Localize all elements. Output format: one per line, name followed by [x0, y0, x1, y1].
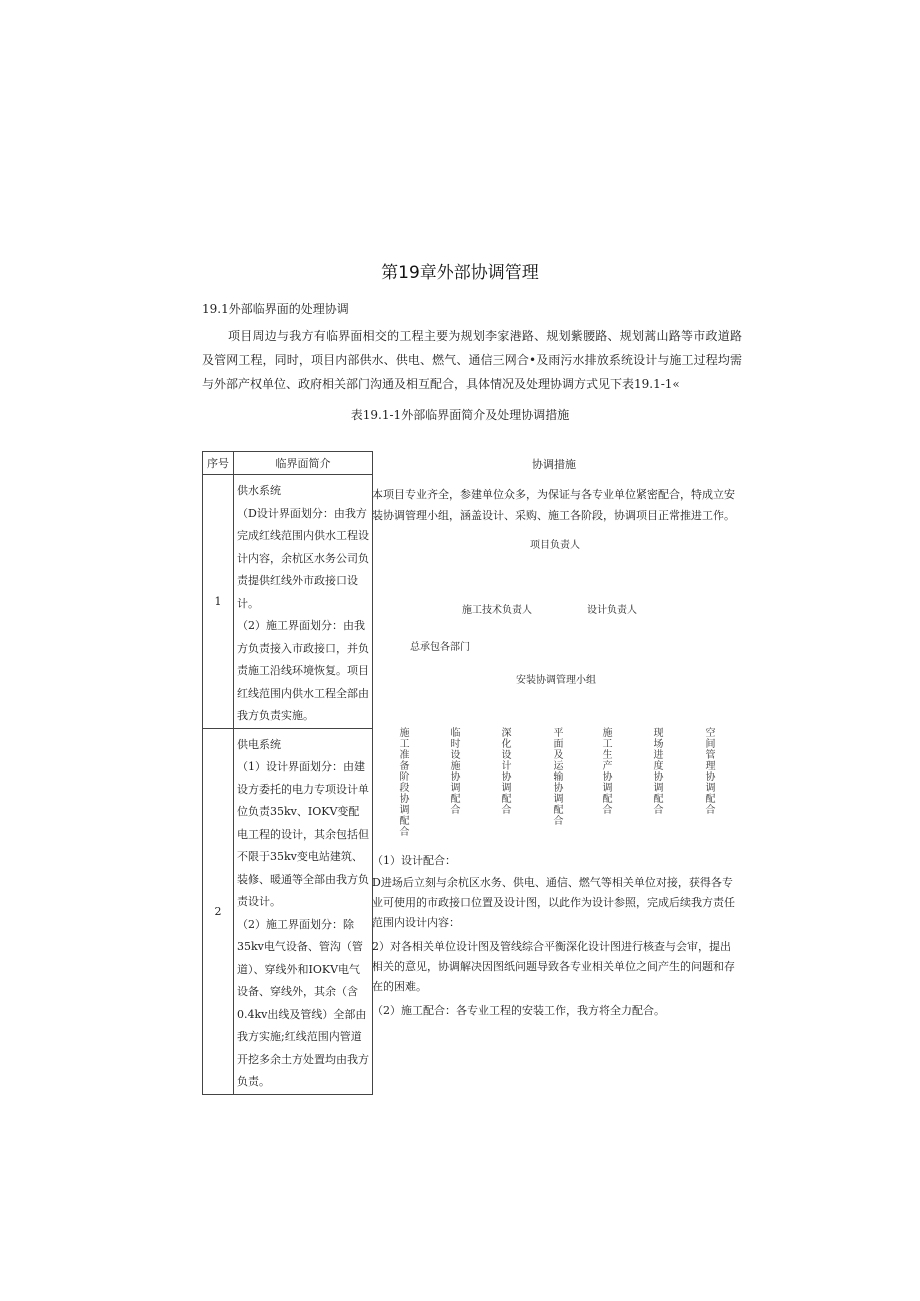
row-description [234, 475, 373, 729]
section-heading: 19.1外部临界面的处理协调 [202, 302, 349, 316]
header-seq: 序号 [203, 452, 234, 475]
row-number: 1 [203, 475, 234, 729]
interface-table [202, 451, 373, 1095]
org-design: 设计负责人 [587, 605, 637, 616]
table-row [203, 728, 373, 1094]
row-number: 2 [203, 728, 234, 1094]
org-group: 安装协调管理小组 [516, 675, 596, 686]
org-team: 空间管理协调配合 [703, 727, 714, 815]
construction-coop: （2）施工配合：各专业工程的安装工作，我方将全力配合。 [372, 1004, 665, 1017]
org-top: 项目负责人 [530, 540, 580, 551]
row-construction-scope: （2）施工界面划分：由我方负责接入市政接口，并负责施工沿线环境恢复。项目红线范围内供水工程全部由我方负责实施。 [237, 619, 369, 722]
table-header-row [203, 452, 373, 475]
row-design-scope: （1）设计界面划分：由建设方委托的电力专项设计单位负责35kv、IOKV变配电工程的设计，其余包括但不限于35kv变电站建筑、装修、暖通等全部由我方负责设计。 [237, 760, 369, 908]
row-construction-scope: （2）施工界面划分：除35kv电气设备、管沟（管道）、穿线外和IOKV电气设备、穿线外，其余（含0.4kv出线及管线）全部由我方实施;红线范围内管道开挖多余土方处置均由我方负责。 [237, 917, 369, 1088]
org-team: 现场进度协调配合 [651, 727, 662, 815]
row-design-scope: （D设计界面划分：由我方完成红线范围内供水工程设计内容，余杭区水务公司负责提供红线外市政接口设计。 [237, 506, 369, 610]
header-intro: 临界面简介 [234, 452, 373, 475]
row-description [234, 728, 373, 1094]
table-row [203, 475, 373, 729]
org-tech: 施工技术负责人 [462, 605, 532, 616]
design-coop-item-2: 2）对各相关单位设计图及管线综合平衡深化设计图进行核查与会审，提出相关的意见，协调解决因图纸问题导致各专业相关单位之间产生的问题和存在的困难。 [372, 940, 735, 993]
measures-intro: 本项目专业齐全，参建单位众多，为保证与各专业单位紧密配合，特成立安装协调管理小组，涵盖设计、采购、施工各阶段，协调项目正常推进工作。 [372, 488, 735, 522]
table-caption: 表19.1-1外部临界面简介及处理协调措施 [350, 408, 570, 422]
design-coop-title: （1）设计配合： [372, 854, 456, 867]
intro-paragraph: 项目周边与我方有临界面相交的工程主要为规划李家港路、规划紫腰路、规划蒿山路等市政道路及管网工程，同时，项目内部供水、供电、燃气、通信三网合•及雨污水排放系统设计与施工过程均需与外部产权单位、政府相关部门沟通及相互配合，具体情况及处理协调方式见下表19.1-1« [202, 329, 742, 391]
row-title: 供水系统 [237, 484, 281, 497]
header-measures: 协调措施 [532, 458, 576, 471]
org-team: 深化设计协调配合 [499, 727, 510, 815]
org-team: 施工生产协调配合 [600, 727, 611, 815]
org-team: 平面及运输协调配合 [551, 727, 562, 826]
page-title: 第19章外部协调管理 [381, 263, 539, 283]
org-team: 施工准备阶段协调配合 [397, 727, 408, 837]
design-coop-item-1: D进场后立刻与余杭区水务、供电、通信、燃气等相关单位对接，获得各专业可使用的市政接口位置及设计图，以此作为设计参照，完成后续我方责任范围内设计内容： [372, 876, 735, 929]
org-gc: 总承包各部门 [410, 642, 470, 653]
org-team: 临时设施协调配合 [448, 727, 459, 815]
row-title: 供电系统 [237, 737, 281, 751]
